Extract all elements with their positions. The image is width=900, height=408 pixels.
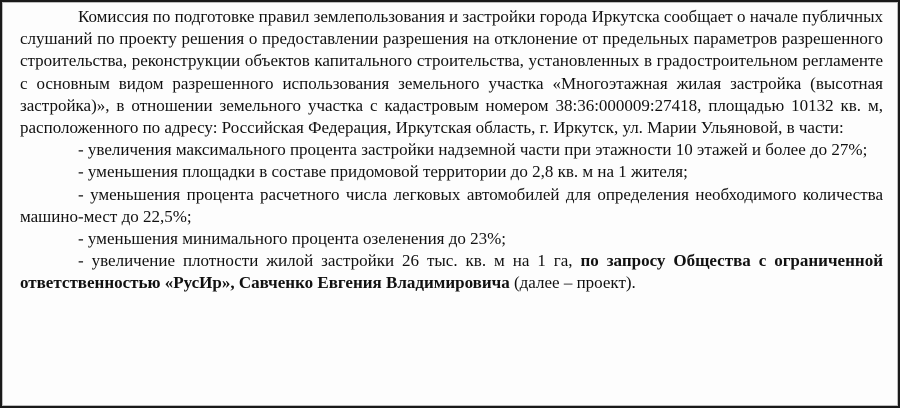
notice-item-max-building-percent: - увеличения максимального процента застройки надземной части при этажности 10 этажей и более до 27%; [78, 140, 868, 160]
density-text: - увеличение плотности жилой застройки 26 тыс. кв. м на 1 га, [78, 251, 581, 271]
notice-item-playground-area: - уменьшения площадки в составе придомовой территории до 2,8 кв. м на 1 жителя; [78, 162, 688, 182]
notice-item-density [20, 250, 883, 294]
project-reference: (далее – проект). [509, 273, 636, 293]
notice-item-greening-percent: - уменьшения минимального процента озеленения до 23%; [78, 229, 507, 249]
notice-intro-paragraph: Комиссия по подготовке правил землепользования и застройки города Иркутска сообщает о начале публичных слушаний по проекту решения о предоставлении разрешения на отклонение от предельных параметров разрешенного строительства, реконструкции объектов капитального строительства, установленных в градостроительном регламенте с основным видом разрешенного использования земельного участка «Многоэтажная жилая застройка (высотная застройка)», в отношении земельного участка с кадастровым номером 38:36:000009:27418, площадью 10132 кв. м, расположенного по адресу: Российская Федерация, Иркутская область, г. Иркутск, ул. Марии Ульяновой, в части: [20, 7, 883, 138]
notice-text [20, 6, 883, 295]
requester-name: по запросу Общества с ограниченной ответственностью «РусИр», Савченко Евгения Владимировича [20, 251, 883, 293]
notice-item-parking-percent: - уменьшения процента расчетного числа легковых автомобилей для определения необходимого количества машино-мест до 22,5%; [20, 184, 883, 226]
